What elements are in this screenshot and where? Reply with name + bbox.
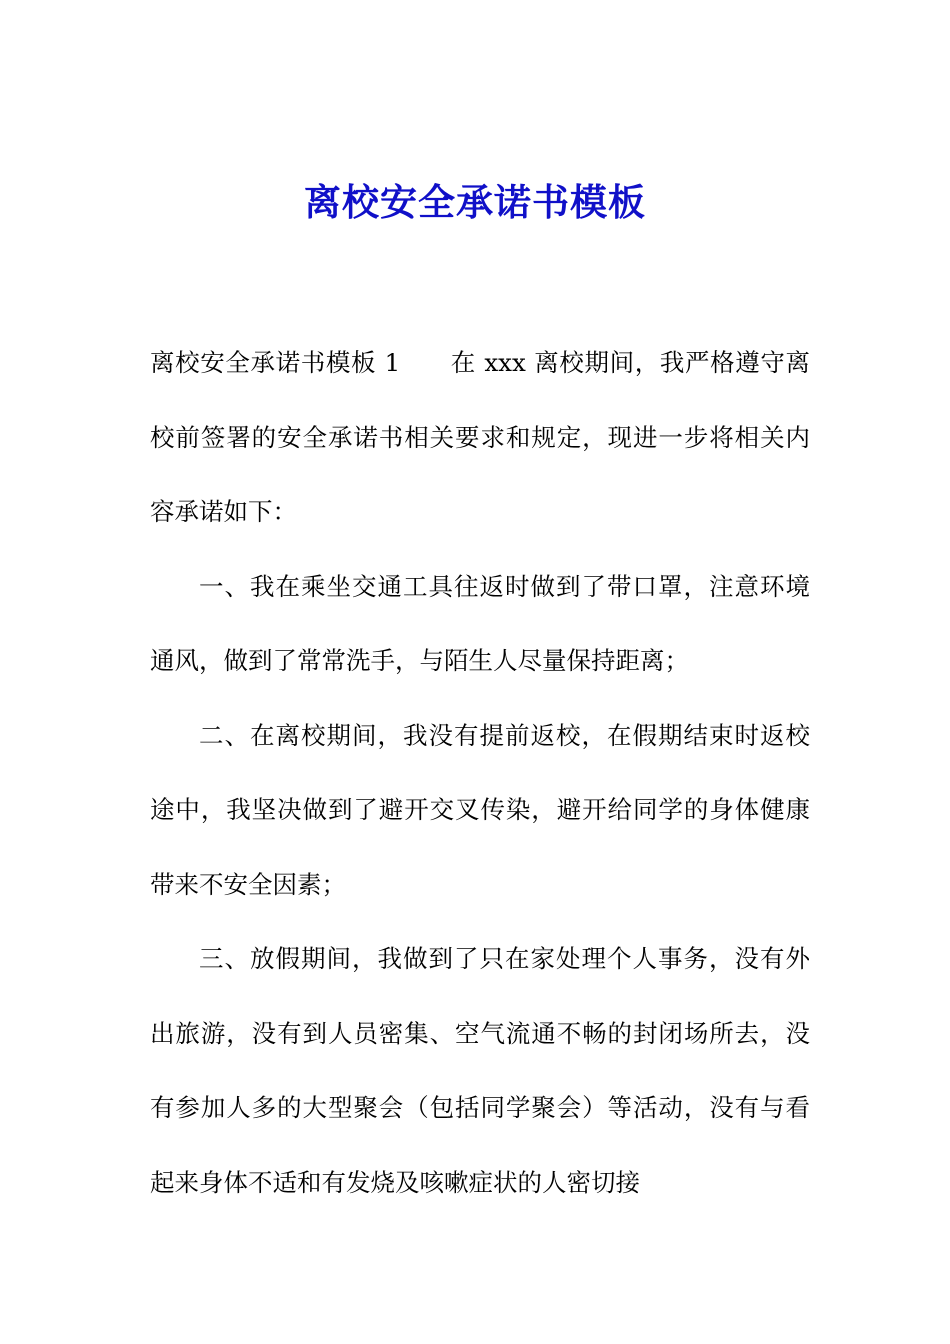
intro-paragraph [150,326,810,550]
paragraph-2: 二、在离校期间，我没有提前返校，在假期结束时返校途中，我坚决做到了避开交叉传染，避开给同学的身体健康带来不安全因素； [150,720,810,899]
paragraph-3: 三、放假期间，我做到了只在家处理个人事务，没有外出旅游，没有到人员密集、空气流通不畅的封闭场所去，没有参加人多的大型聚会（包括同学聚会）等活动，没有与看起来身体不适和有发烧及咳嗽症状的人密切接 [150,944,810,1197]
paragraph-1: 一、我在乘坐交通工具往返时做到了带口罩，注意环境通风，做到了常常洗手，与陌生人尽量保持距离； [150,571,810,675]
intro-text: 在 xxx 离校期间，我严格遵守离校前签署的安全承诺书相关要求和规定，现进一步将相关内容承诺如下： [150,348,811,526]
document-body [150,326,810,1220]
intro-heading: 离校安全承诺书模板 1 [150,348,401,377]
document-title: 离校安全承诺书模板 [304,180,646,224]
